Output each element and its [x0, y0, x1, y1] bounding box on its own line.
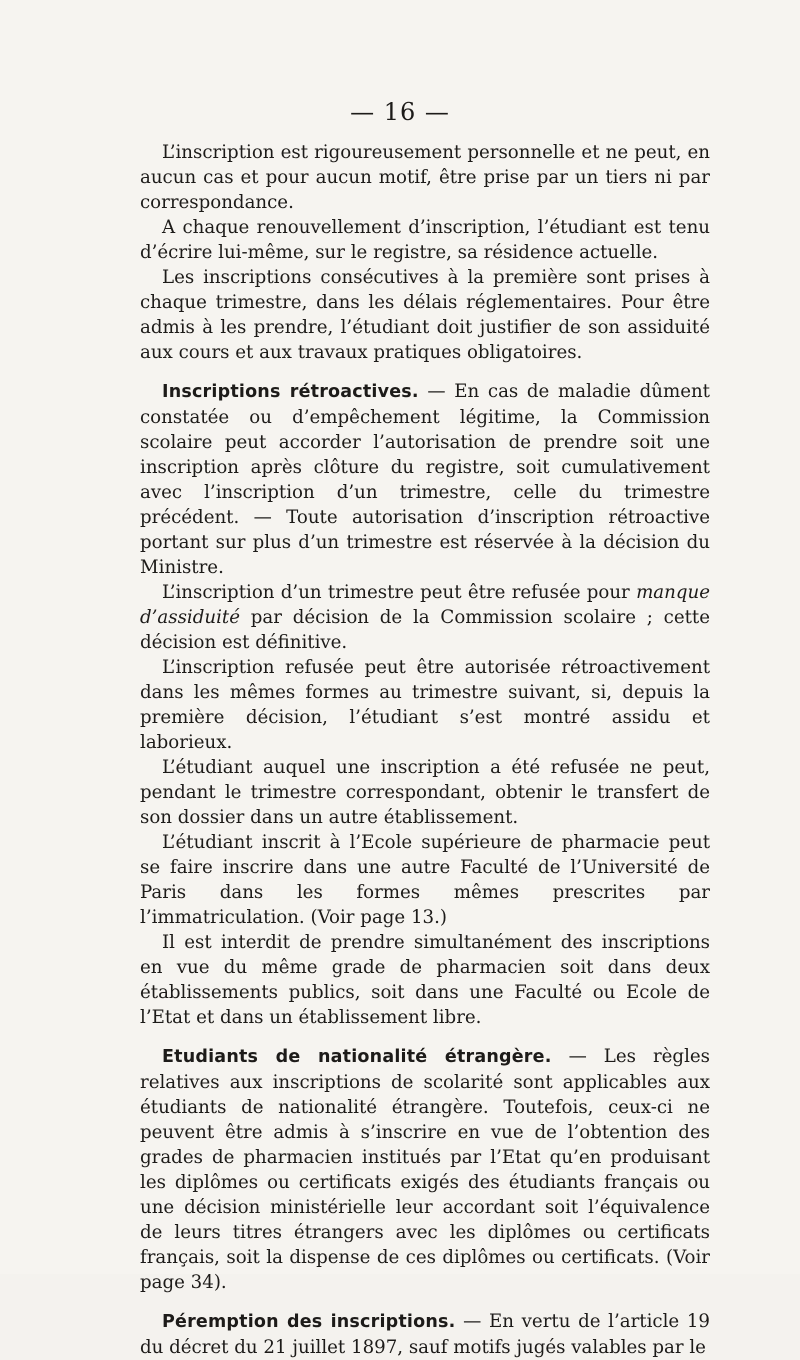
paragraph-foreign-students: [140, 1044, 710, 1295]
paragraph-transfer: L’étudiant auquel une inscription a été refusée ne peut, pendant le trimestre correspondant, obtenir le transfert de son dossier dans un autre établissement.: [140, 757, 710, 828]
paragraph-retroactive-text: — En cas de maladie dûment constatée ou d’empêchement légitime, la Commission scolaire peut accorder l’autorisation de prendre soit une inscription après clôture du registre, soit cumulativement avec l’inscription d’un trimestre, celle du trimestre précédent. — Toute autorisation d’inscription rétroactive portant sur plus d’un trimestre est réservée à la décision du Ministre.: [140, 381, 710, 578]
paragraph-simultaneous: Il est interdit de prendre simultanément des inscriptions en vue du même grade de pharmacien soit dans deux établissements publics, soit dans une Faculté ou Ecole de l’Etat et dans un établissement libre.: [140, 932, 710, 1028]
paragraph-foreign-text: — Les règles relatives aux inscriptions de scolarité sont applicables aux étudiants de nationalité étrangère. Toutefois, ceux-ci ne peuvent être admis à s’inscrire en vue de l’obtention des grades de pharmacien institués par l’Etat qu’en produisant les diplômes ou certificats exigés des étudiants français ou une décision ministérielle leur accordant soit l’équivalence de leurs titres étrangers avec les diplômes ou certificats français, soit la dispense de ces diplômes ou certificats. (Voir page 34).: [140, 1046, 710, 1293]
paragraph-personal-inscription: L’inscription est rigoureusement personnelle et ne peut, en aucun cas et pour aucun motif, être prise par un tiers ni par correspondance.: [140, 142, 710, 213]
paragraph-refusal-italic: manque d’assiduité: [140, 582, 710, 628]
paragraph-retroactive: [140, 379, 710, 580]
paragraph-refusal-text-a: L’inscription d’un trimestre peut être refusée pour: [162, 582, 637, 603]
paragraph-refusal-text-b: par décision de la Commission scolaire ; cette décision est définitive.: [140, 607, 710, 653]
section-heading-retroactive: Inscriptions rétroactives.: [162, 382, 419, 402]
paragraph-other-faculty: L’étudiant inscrit à l’Ecole supérieure de pharmacie peut se faire inscrire dans une autre Faculté de l’Université de Paris dans les formes mêmes prescrites par l’immatriculation. (Voir page 13.): [140, 832, 710, 928]
paragraph-renewal: A chaque renouvellement d’inscription, l’étudiant est tenu d’écrire lui-même, sur le registre, sa résidence actuelle.: [140, 217, 710, 263]
paragraph-consecutive-inscriptions: Les inscriptions consécutives à la première sont prises à chaque trimestre, dans les délais réglementaires. Pour être admis à les prendre, l’étudiant doit justifier de son assiduité aux cours et aux travaux pratiques obligatoires.: [140, 267, 710, 363]
section-heading-foreign: Etudiants de nationalité étrangère.: [162, 1047, 552, 1067]
paragraph-peremption-text: — En vertu de l’article 19 du décret du 21 juillet 1897, sauf motifs jugés valables par le: [140, 1311, 710, 1358]
section-heading-peremption: Péremption des inscriptions.: [162, 1312, 456, 1332]
paragraph-refusal: [140, 580, 710, 655]
paragraph-peremption: [140, 1309, 710, 1360]
page-number: — 16 —: [350, 98, 450, 126]
body-text: [140, 140, 710, 1360]
paragraph-refused-authorized: L’inscription refusée peut être autorisée rétroactivement dans les mêmes formes au trimestre suivant, si, depuis la première décision, l’étudiant s’est montré assidu et laborieux.: [140, 657, 710, 753]
